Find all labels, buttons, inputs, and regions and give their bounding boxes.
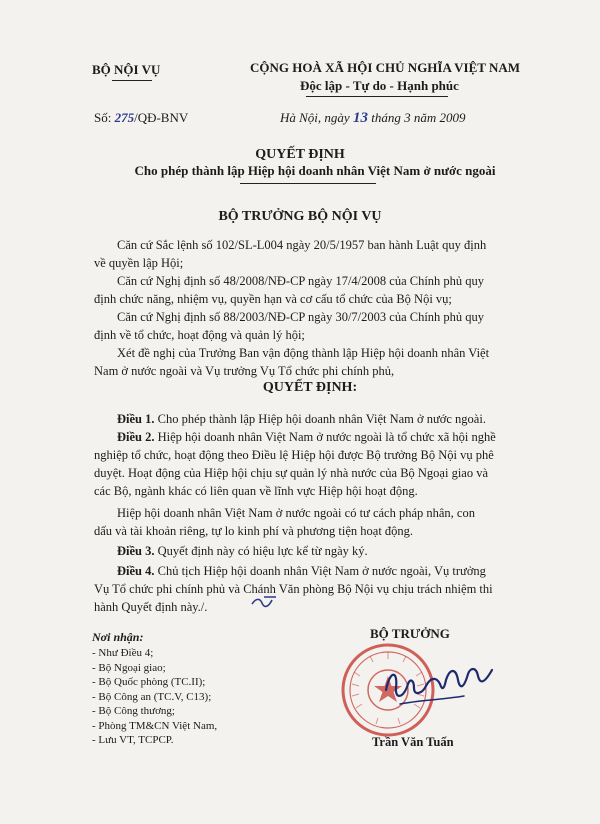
article-2-text-1: Hiệp hội doanh nhân Việt Nam ở nước ngoài là tổ chức xã hội nghề bbox=[157, 430, 496, 444]
place-and-date bbox=[280, 110, 465, 127]
article-2-line-4: các Bộ, ngành khác có liên quan về lĩnh vực Hiệp hội hoạt động. bbox=[94, 484, 418, 498]
document-number bbox=[94, 110, 188, 126]
handwritten-initials bbox=[250, 594, 280, 610]
preamble-1-line-2: về quyền lập Hội; bbox=[94, 256, 184, 270]
issuing-organization: BỘ NỘI VỤ bbox=[92, 62, 161, 77]
article-4-label: Điều 4. bbox=[117, 564, 155, 578]
decide-heading: QUYẾT ĐỊNH: bbox=[262, 380, 358, 395]
signature-title: BỘ TRƯỞNG bbox=[370, 626, 450, 641]
preamble-4-line-1: Xét đề nghị của Trưởng Ban vận động thành lập Hiệp hội doanh nhân Việt bbox=[117, 346, 490, 360]
subtitle-underline bbox=[240, 183, 376, 184]
article-2b-line-1: Hiệp hội doanh nhân Việt Nam ở nước ngoài có tư cách pháp nhân, con bbox=[117, 506, 475, 520]
preamble-2-line-2: định chức năng, nhiệm vụ, quyền hạn và cơ cấu tổ chức của Bộ Nội vụ; bbox=[94, 292, 452, 306]
organization-underline bbox=[112, 80, 152, 81]
article-1 bbox=[117, 410, 486, 428]
handwritten-signature bbox=[380, 650, 500, 720]
recipient-item: - Phòng TM&CN Việt Nam, bbox=[92, 719, 218, 732]
recipient-item: - Bộ Ngoại giao; bbox=[92, 661, 166, 674]
signer-name: Trần Văn Tuấn bbox=[372, 735, 454, 749]
preamble-4-line-2: Nam ở nước ngoài và Vụ trưởng Vụ Tổ chức phi chính phủ, bbox=[94, 364, 395, 378]
preamble-1-line-1: Căn cứ Sắc lệnh số 102/SL-L004 ngày 20/5/1957 ban hành Luật quy định bbox=[117, 238, 487, 252]
article-1-text: Cho phép thành lập Hiệp hội doanh nhân Việt Nam ở nước ngoài. bbox=[157, 412, 486, 426]
article-4-line-2: Vụ Tổ chức phi chính phủ và Chánh Văn phòng Bộ Nội vụ chịu trách nhiệm thi bbox=[94, 582, 493, 596]
article-3-text: Quyết định này có hiệu lực kể từ ngày ký. bbox=[157, 544, 368, 558]
national-title: CỘNG HOÀ XÃ HỘI CHỦ NGHĨA VIỆT NAM bbox=[250, 60, 521, 75]
place-date-suffix: tháng 3 năm 2009 bbox=[371, 110, 466, 125]
date-day-handwritten: 13 bbox=[352, 110, 368, 126]
recipient-item: - Bộ Quốc phòng (TC.II); bbox=[92, 676, 206, 688]
national-motto: Độc lập - Tự do - Hạnh phúc bbox=[300, 78, 459, 93]
article-2-line-3: duyệt. Hoạt động của Hiệp hội chịu sự quản lý nhà nước của Bộ Ngoại giao và bbox=[94, 466, 489, 480]
authority-heading: BỘ TRƯỞNG BỘ NỘI VỤ bbox=[218, 209, 382, 224]
article-3-label: Điều 3. bbox=[117, 544, 155, 558]
recipient-item: - Lưu VT, TCPCP. bbox=[92, 734, 174, 746]
article-2b-line-2: dấu và tài khoản riêng, tự lo kinh phí và phương tiện hoạt động. bbox=[94, 524, 414, 538]
preamble-3-line-1: Căn cứ Nghị định số 88/2003/NĐ-CP ngày 30/7/2003 của Chính phủ quy bbox=[117, 310, 485, 324]
article-2-line-1 bbox=[117, 428, 496, 446]
article-4-line-1 bbox=[117, 562, 486, 580]
article-2-line-2: nghiệp tổ chức, hoạt động theo Điều lệ Hiệp hội được Bộ trưởng Bộ Nội vụ phê bbox=[94, 448, 494, 462]
place-date-prefix: Hà Nội, ngày bbox=[280, 110, 350, 125]
article-4-line-3: hành Quyết định này./. bbox=[94, 600, 208, 614]
article-3 bbox=[117, 542, 368, 560]
preamble-3-line-2: định về tổ chức, hoạt động và quản lý hội; bbox=[94, 328, 305, 342]
doc-number-handwritten: 275 bbox=[114, 110, 135, 125]
article-1-label: Điều 1. bbox=[117, 412, 155, 426]
document-title: QUYẾT ĐỊNH bbox=[255, 147, 345, 162]
preamble-2-line-1: Căn cứ Nghị định số 48/2008/NĐ-CP ngày 17/4/2008 của Chính phủ quy bbox=[117, 274, 485, 288]
document-subtitle: Cho phép thành lập Hiệp hội doanh nhân Việt Nam ở nước ngoài bbox=[134, 163, 496, 178]
doc-number-prefix: Số: bbox=[94, 110, 112, 125]
recipient-item: - Bộ Công an (TC.V, C13); bbox=[92, 690, 212, 703]
recipient-item: - Như Điều 4; bbox=[92, 647, 154, 659]
article-4-text-1: Chủ tịch Hiệp hội doanh nhân Việt Nam ở nước ngoài, Vụ trưởng bbox=[157, 564, 486, 578]
motto-underline bbox=[306, 96, 448, 97]
recipients-title: Nơi nhận: bbox=[92, 630, 144, 644]
doc-number-suffix: /QĐ-BNV bbox=[134, 110, 189, 125]
article-2-label: Điều 2. bbox=[117, 430, 155, 444]
recipient-item: - Bộ Công thương; bbox=[92, 705, 175, 717]
